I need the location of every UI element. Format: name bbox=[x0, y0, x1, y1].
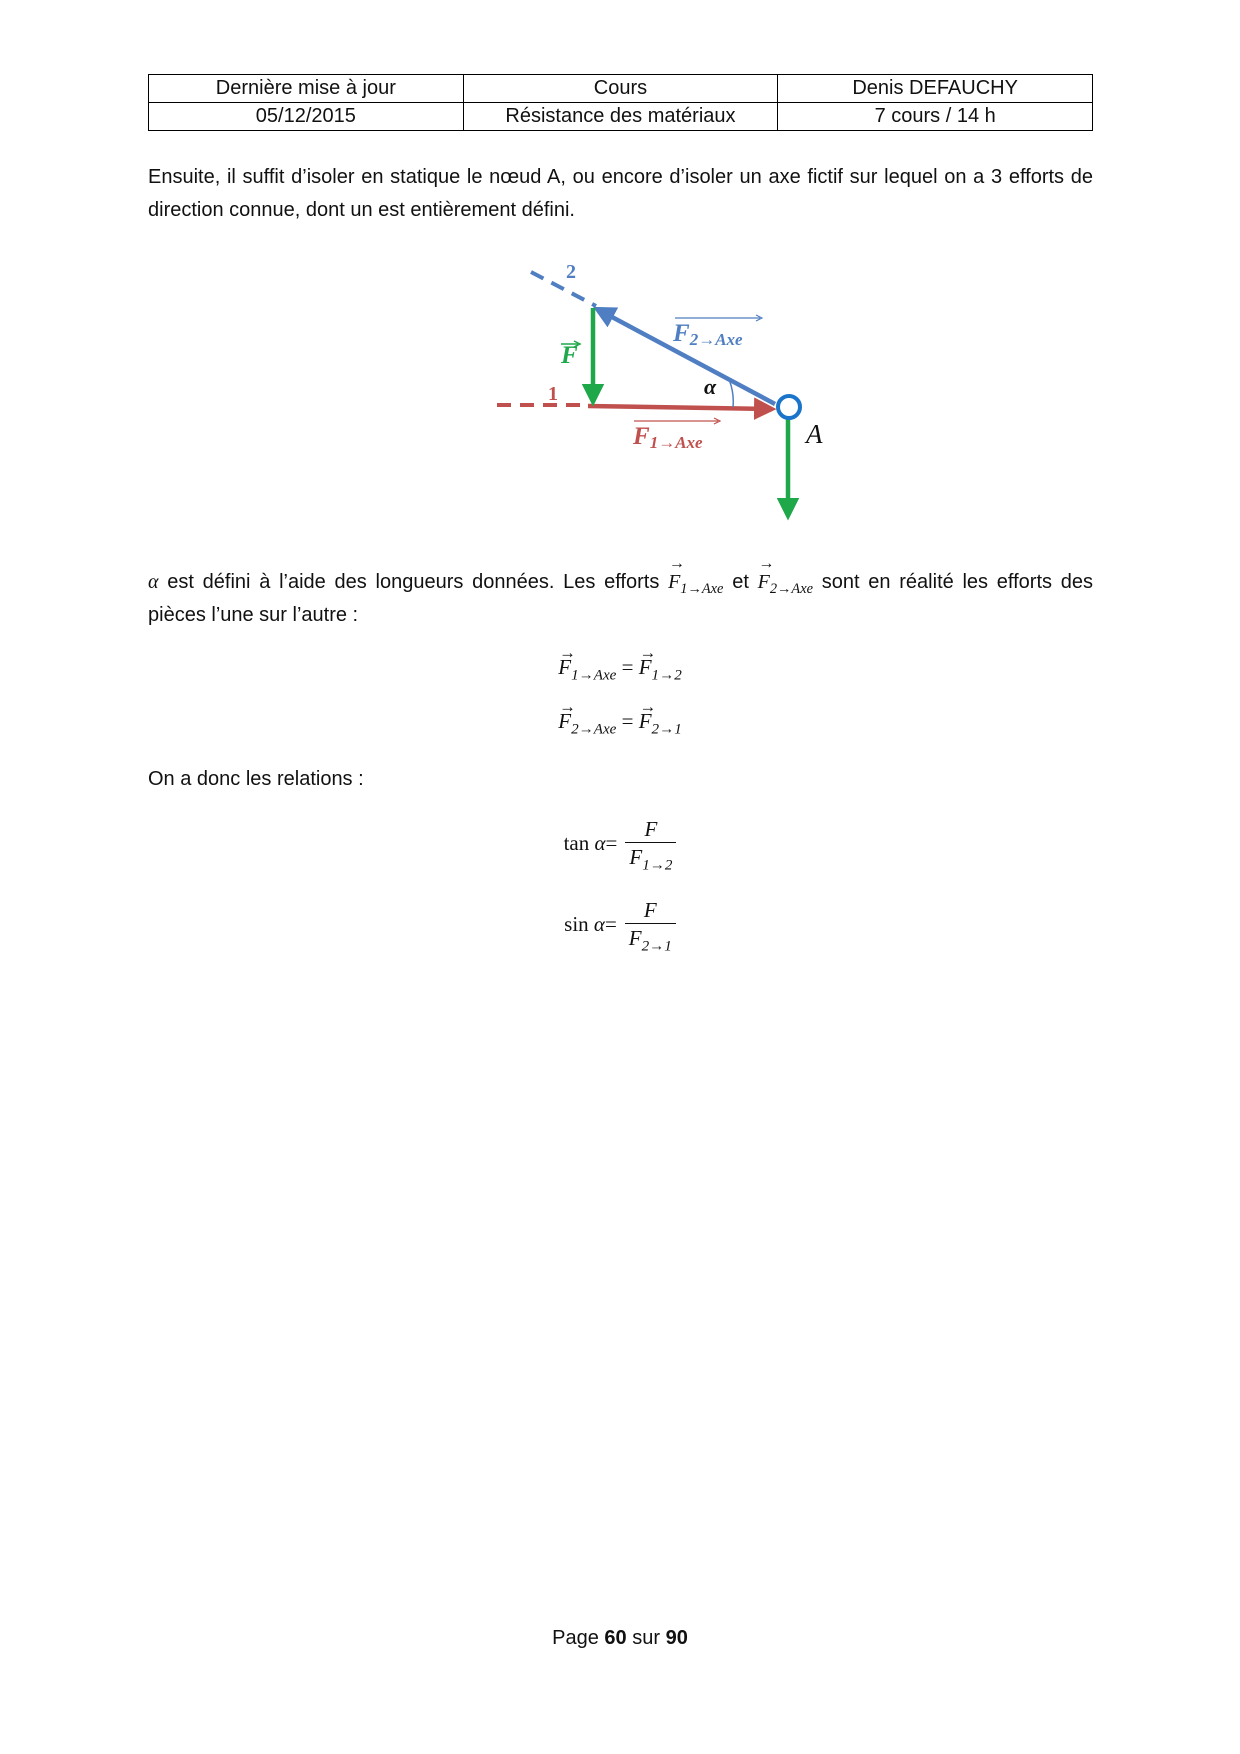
intro-paragraph: Ensuite, il suffit d’isoler en statique le nœud A, ou encore d’isoler un axe fictif sur lequel on a 3 efforts de direction connue, dont un est entièrement défini. bbox=[148, 166, 1093, 221]
label-member-2: 2 bbox=[566, 261, 576, 283]
force-diagram bbox=[0, 0, 1240, 540]
header-label-type: Cours bbox=[463, 75, 778, 103]
header-author: Denis DEFAUCHY bbox=[778, 75, 1093, 103]
eq1-lhs-sub: 1→Axe bbox=[571, 667, 617, 684]
footer-page-total: 90 bbox=[665, 1627, 688, 1649]
label-alpha: α bbox=[704, 374, 717, 399]
eq2-op: = bbox=[616, 709, 639, 733]
vector-F2-sub: 2→Axe bbox=[769, 581, 813, 598]
relation-sin-numerator: F bbox=[643, 898, 657, 922]
explanation-text-2: et bbox=[723, 571, 758, 593]
label-force-F1-sub: 1→Axe bbox=[649, 433, 703, 452]
label-force-F bbox=[560, 341, 580, 369]
relation-sin-den-sub: 2→1 bbox=[641, 938, 672, 955]
relation-sin-op: = bbox=[604, 912, 617, 936]
relation-tan-den-sub: 1→2 bbox=[642, 857, 673, 874]
vector-F1-sub: 1→Axe bbox=[680, 581, 724, 598]
member-2-dashed-line bbox=[531, 272, 596, 306]
relation-tan bbox=[0, 817, 1240, 874]
node-A bbox=[778, 396, 800, 418]
relation-tan-denominator bbox=[625, 842, 676, 874]
relation-sin-var: α bbox=[593, 912, 605, 936]
page-footer bbox=[0, 1627, 1240, 1650]
explanation-text-1: est défini à l’aide des longueurs données. Les efforts bbox=[158, 571, 669, 593]
footer-middle: sur bbox=[626, 1627, 666, 1649]
relation-sin-denominator bbox=[625, 923, 676, 955]
footer-prefix: Page bbox=[552, 1627, 605, 1649]
relation-tan-var: α bbox=[594, 831, 606, 855]
header-course-title: Résistance des matériaux bbox=[463, 103, 778, 131]
label-force-F1 bbox=[632, 418, 720, 452]
eq1-rhs-sub: 1→2 bbox=[651, 667, 682, 684]
equation-1 bbox=[0, 655, 1240, 684]
eq2-lhs: → F bbox=[558, 709, 571, 734]
label-force-F2 bbox=[672, 315, 762, 349]
label-member-1: 1 bbox=[548, 383, 558, 405]
relation-tan-fn: tan bbox=[563, 831, 590, 855]
svg-text:F2→Axe bbox=[672, 320, 743, 349]
explanation-text-3: sont en réalité les efforts des pièces l’une sur l’autre : bbox=[148, 571, 1093, 626]
explanation-paragraph bbox=[148, 566, 1093, 632]
relation-sin-den-main: F bbox=[628, 926, 642, 950]
label-force-F-text: F bbox=[561, 342, 578, 369]
vector-F2: → F bbox=[758, 566, 770, 599]
relations-intro: On a donc les relations : bbox=[148, 768, 364, 790]
eq1-lhs: → F bbox=[558, 655, 571, 680]
force-1-arrow bbox=[588, 406, 772, 409]
relation-tan-fraction bbox=[625, 817, 676, 874]
header-duration: 7 cours / 14 h bbox=[778, 103, 1093, 131]
relation-sin-fn: sin bbox=[564, 912, 589, 936]
label-force-F2-sub: 2→Axe bbox=[689, 330, 743, 349]
relation-tan-den-main: F bbox=[629, 845, 643, 869]
header-date: 05/12/2015 bbox=[149, 103, 464, 131]
eq2-lhs-sub: 2→Axe bbox=[571, 721, 617, 738]
eq1-op: = bbox=[616, 655, 639, 679]
svg-text:F1→Axe bbox=[632, 423, 703, 452]
label-force-F2-main: F bbox=[673, 320, 690, 347]
relation-sin bbox=[0, 898, 1240, 955]
footer-page-number: 60 bbox=[604, 1627, 627, 1649]
label-force-F1-main: F bbox=[633, 423, 650, 450]
relation-tan-numerator: F bbox=[644, 817, 658, 841]
header-label-update: Dernière mise à jour bbox=[149, 75, 464, 103]
eq1-rhs: → F bbox=[639, 655, 652, 680]
eq2-rhs: → F bbox=[639, 709, 652, 734]
vector-F1: → F bbox=[668, 566, 680, 599]
relation-tan-op: = bbox=[605, 831, 618, 855]
equation-2 bbox=[0, 709, 1240, 738]
label-node-A: A bbox=[806, 419, 823, 449]
relation-sin-fraction bbox=[625, 898, 676, 955]
eq2-rhs-sub: 2→1 bbox=[651, 721, 682, 738]
alpha-symbol: α bbox=[148, 571, 159, 593]
